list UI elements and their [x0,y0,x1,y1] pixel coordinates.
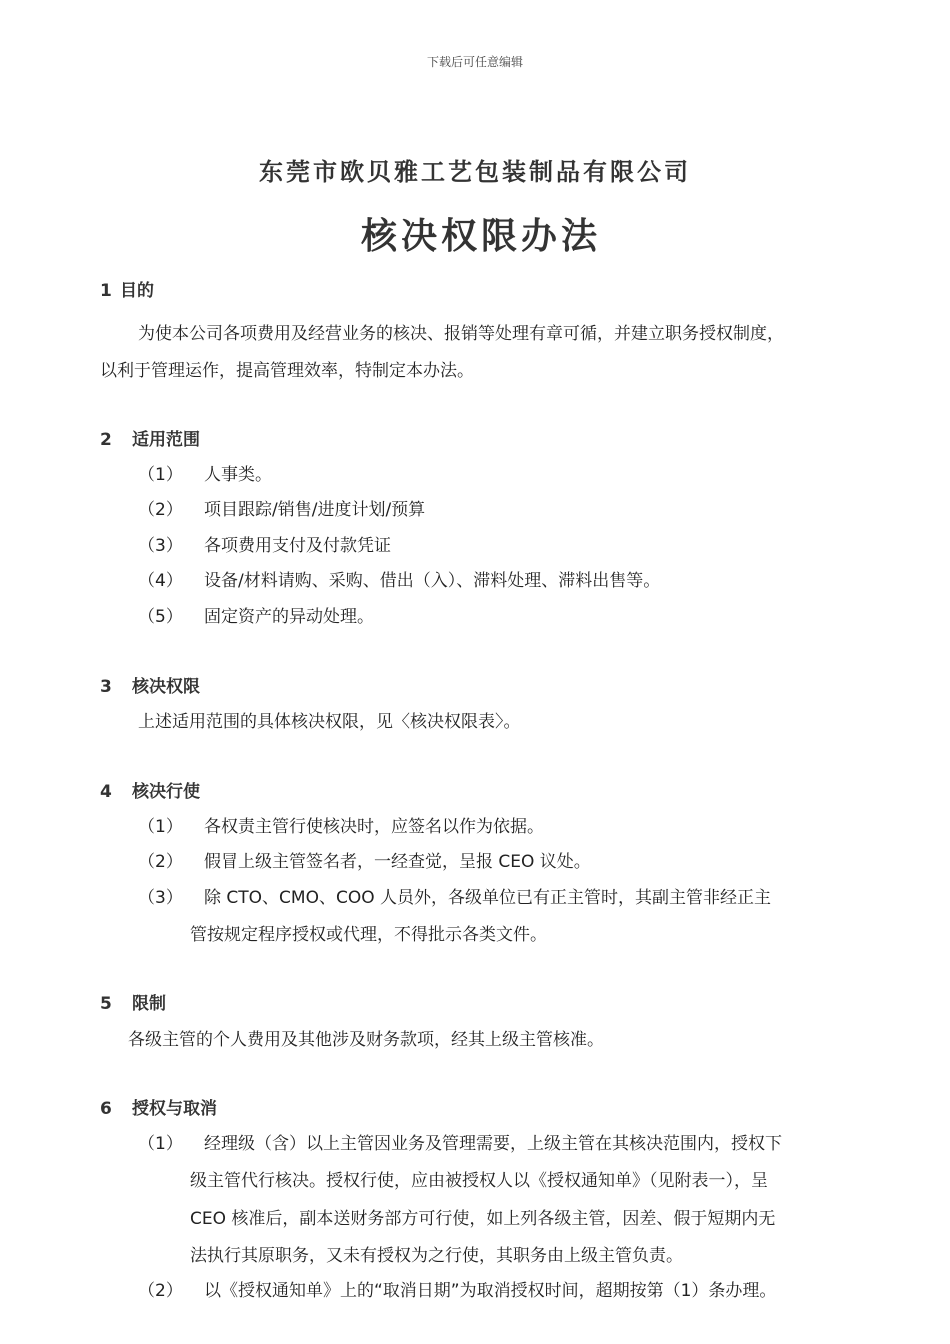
section-3-paragraph: 上述适用范围的具体核决权限，见〈核决权限表〉。 [138,712,521,732]
section-title: 目的 [120,281,154,301]
section-2-heading [100,425,200,450]
section-3-heading [100,672,200,697]
section-number: 3 [100,677,112,697]
list-marker: （1） [138,465,183,485]
list-marker: （4） [138,571,183,591]
section-1-paragraph-line: 以利于管理运作，提高管理效率，特制定本办法。 [100,361,474,381]
section-title: 限制 [132,994,166,1014]
list-marker: （3） [138,888,183,908]
list-text: 各权责主管行使核决时，应签名以作为依据。 [204,817,544,837]
list-text: 人事类。 [204,465,272,485]
document-title: 核决权限办法 [360,216,601,257]
section-1-paragraph-line: 为使本公司各项费用及经营业务的核决、报销等处理有章可循，并建立职务授权制度， [138,324,784,344]
company-name: 东莞市欧贝雅工艺包装制品有限公司 [259,158,691,186]
section-title: 核决权限 [132,677,200,697]
list-text: 经理级（含）以上主管因业务及管理需要，上级主管在其核决范围内，授权下 [204,1134,782,1154]
list-item-continuation: 级主管代行核决。授权行使，应由被授权人以《授权通知单》（见附表一），呈 [190,1171,768,1191]
list-text: 除 CTO、CMO、COO 人员外，各级单位已有正主管时，其副主管非经正主 [204,888,771,908]
section-title: 授权与取消 [132,1099,217,1119]
list-text: 项目跟踪/销售/进度计划/预算 [204,500,426,520]
list-text: 各项费用支付及付款凭证 [204,536,391,556]
list-text: 设备/材料请购、采购、借出（入）、滞料处理、滞料出售等。 [204,571,661,591]
list-marker: （2） [138,1281,183,1301]
section-5-paragraph: 各级主管的个人费用及其他涉及财务款项，经其上级主管核准。 [128,1030,604,1050]
section-title: 适用范围 [132,430,200,450]
list-text: 假冒上级主管签名者，一经查觉，呈报 CEO 议处。 [204,852,591,872]
list-item-continuation: CEO 核准后，副本送财务部方可行使，如上列各级主管，因差、假于短期内无 [190,1209,776,1229]
list-text: 固定资产的异动处理。 [204,607,374,627]
section-number: 6 [100,1099,112,1119]
section-number: 2 [100,430,112,450]
section-6-heading [100,1094,217,1119]
list-text: 以《授权通知单》上的“取消日期”为取消授权时间，超期按第（1）条办理。 [204,1281,777,1301]
list-marker: （3） [138,536,183,556]
list-marker: （2） [138,500,183,520]
list-marker: （1） [138,1134,183,1154]
list-marker: （5） [138,607,183,627]
section-1-heading [100,276,154,301]
list-item-continuation: 管按规定程序授权或代理，不得批示各类文件。 [190,925,547,945]
list-item-continuation: 法执行其原职务，又未有授权为之行使，其职务由上级主管负责。 [190,1246,683,1266]
section-title: 核决行使 [132,782,200,802]
list-marker: （2） [138,852,183,872]
header-note: 下载后可任意编辑 [426,55,523,69]
section-number: 5 [100,994,112,1014]
section-number: 4 [100,782,112,802]
list-marker: （1） [138,817,183,837]
section-4-heading [100,777,200,802]
section-5-heading [100,989,166,1014]
section-number: 1 [100,281,112,301]
